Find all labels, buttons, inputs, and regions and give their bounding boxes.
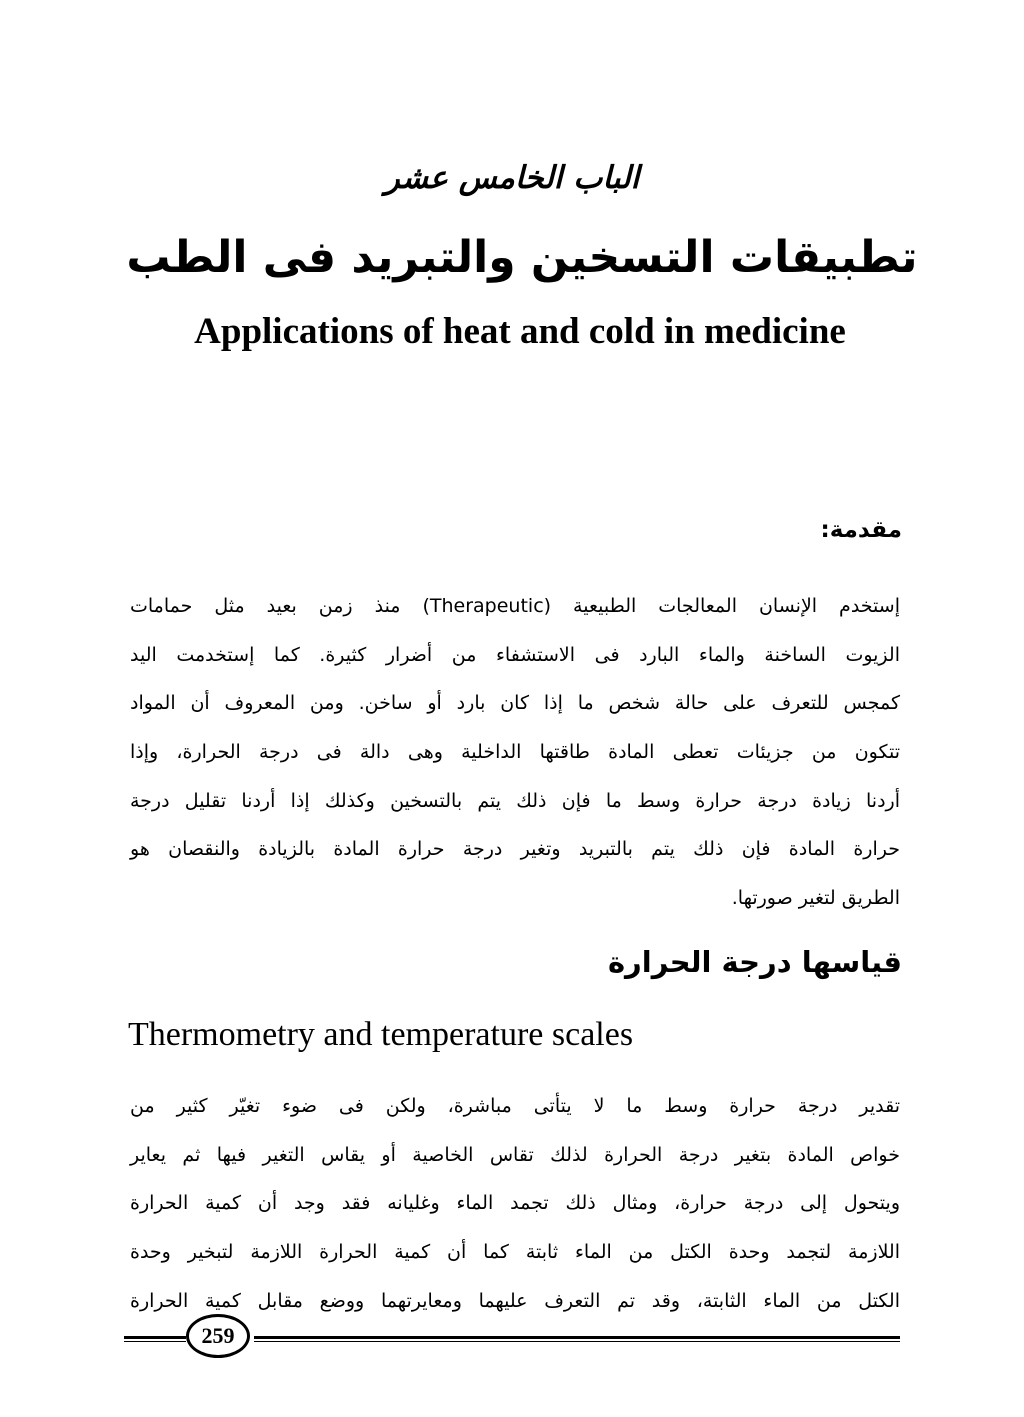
paragraph-line: ويتحول إلى درجة حرارة، ومثال ذلك تجمد الماء وغليانه فقد وجد أن كمية الحرارة: [130, 1192, 900, 1215]
chapter-title-arabic: تطبيقات التسخين والتبريد فى الطب: [126, 232, 918, 283]
footer-rule-left: [124, 1336, 186, 1342]
page-footer: [124, 1312, 900, 1364]
paragraph-line: إستخدم الإنسان المعالجات الطبيعية (Therapeutic) منذ زمن بعيد مثل حمامات: [130, 595, 900, 617]
chapter-label: الباب الخامس عشر: [384, 160, 640, 196]
paragraph-line: حرارة المادة فإن ذلك يتم بالتبريد وتغير درجة حرارة المادة بالزيادة والنقصان هو: [130, 838, 900, 861]
intro-heading: مقدمة:: [820, 517, 902, 543]
paragraph-line: خواص المادة بتغير درجة الحرارة لذلك تقاس الخاصية أو يقاس التغير فيها ثم يعاير: [130, 1143, 900, 1166]
section-heading-english: Thermometry and temperature scales: [128, 1016, 634, 1053]
page-number: 259: [186, 1314, 250, 1358]
paragraph-line: تتكون من جزيئات تعطى المادة طاقتها الداخلية وهى دالة فى درجة الحرارة، وإذا: [130, 741, 900, 764]
paragraph-line: الزيوت الساخنة والماء البارد فى الاستشفاء من أضرار كثيرة. كما إستخدمت اليد: [130, 643, 900, 666]
section-paragraph: [130, 1082, 900, 1325]
footer-rule-right: [254, 1336, 900, 1342]
paragraph-line: كمجس للتعرف على حالة شخص ما إذا كان بارد أو ساخن. ومن المعروف أن المواد: [130, 692, 900, 715]
intro-paragraph: [130, 582, 900, 923]
paragraph-line: تقدير درجة حرارة وسط ما لا يتأتى مباشرة، ولكن فى ضوء تغيّر كثير من: [130, 1095, 900, 1117]
paragraph-line: الكتل من الماء الثابتة، وقد تم التعرف عليهما ومعايرتهما ووضع مقابل كمية الحرارة: [130, 1289, 900, 1312]
section-heading-arabic: قياسها درجة الحرارة: [607, 945, 902, 979]
chapter-title-english: Applications of heat and cold in medicine: [194, 311, 846, 352]
paragraph-line: اللازمة لتجمد وحدة الكتل من الماء ثابتة كما أن كمية الحرارة اللازمة لتبخير وحدة: [130, 1241, 900, 1264]
paragraph-line: الطريق لتغير صورتها.: [731, 887, 900, 910]
paragraph-line: أردنا زيادة درجة حرارة وسط ما فإن ذلك يتم بالتسخين وكذلك إذا أردنا تقليل درجة: [130, 789, 900, 812]
